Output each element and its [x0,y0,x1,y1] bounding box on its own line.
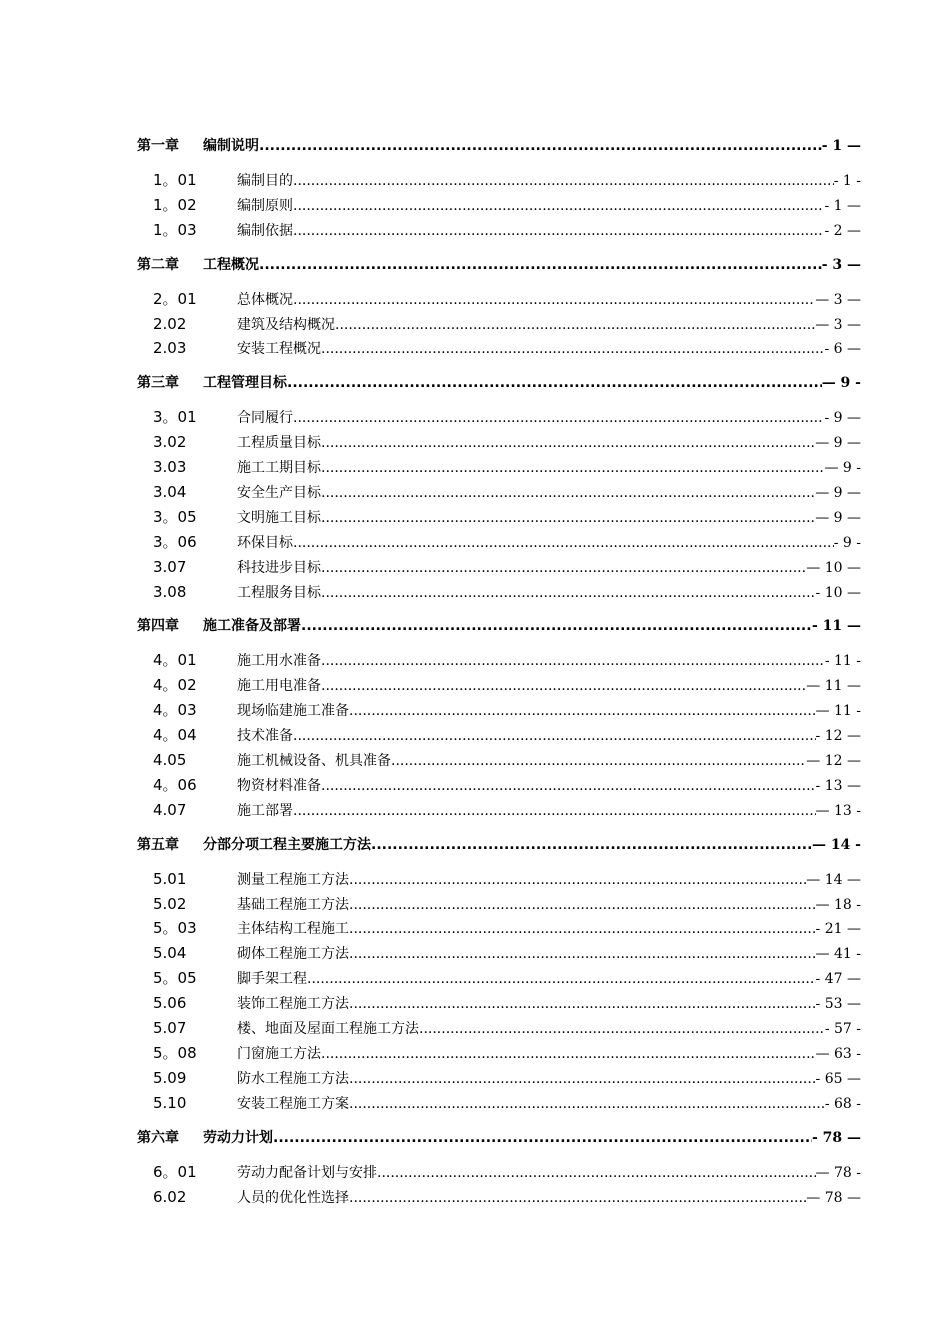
dot-leader [293,531,834,556]
section-number: 4.07 [153,800,187,819]
dot-leader [349,893,816,918]
toc-section[interactable] [137,405,861,430]
page-number: — 13 - [815,802,861,819]
section-number: 4。02 [153,676,197,695]
toc-chapter[interactable] [137,833,861,857]
dot-leader [293,724,816,749]
section-title: 文明施工目标 [237,509,321,526]
page-number: - 9 - [833,534,861,551]
toc-section[interactable] [137,698,861,723]
chapter-title: 工程管理目标 [203,375,287,392]
section-number: 1。01 [153,171,197,189]
toc-section[interactable] [137,916,861,941]
page-number: - 65 — [815,1070,861,1087]
section-title: 脚手架工程 [237,971,307,988]
section-title: 环保目标 [237,534,293,551]
section-number: 4.05 [153,751,187,770]
page-number: — 9 - [824,460,861,477]
toc-section[interactable] [137,455,861,480]
dot-leader [371,833,812,857]
dot-leader [321,1042,816,1067]
dot-leader [349,868,806,893]
toc-section[interactable] [137,430,861,455]
toc-section[interactable] [137,748,861,773]
section-title: 防水工程施工方法 [237,1070,349,1087]
section-number: 5.04 [153,944,187,963]
dot-leader [335,313,815,338]
table-of-contents [137,134,861,1209]
section-title: 装饰工程施工方法 [237,996,349,1013]
section-number: 5.07 [153,1019,187,1038]
section-title: 编制原则 [237,197,293,214]
toc-section[interactable] [137,287,861,312]
section-number: 3.03 [153,458,187,477]
section-number: 4。01 [153,651,197,670]
section-title: 物资材料准备 [237,777,321,794]
section-title: 施工部署 [237,802,293,819]
section-title: 门窗施工方法 [237,1045,321,1062]
page-number: — 14 - [811,836,861,853]
toc-section[interactable] [137,530,861,555]
toc-section[interactable] [137,1066,861,1091]
page-number: - 2 — [824,222,861,239]
page-number: — 10 — [806,559,861,576]
page-number: — 3 — [815,316,861,333]
chapter-number: 第五章 [137,836,179,853]
toc-section[interactable] [137,991,861,1016]
dot-leader [321,581,816,606]
dot-leader [321,337,824,362]
page-number: - 68 - [824,1095,861,1112]
chapter-title: 编制说明 [203,138,259,154]
page-number: - 10 — [815,584,861,601]
dot-leader [349,699,816,724]
section-number: 2。01 [153,289,197,308]
page-number: - 11 - [824,653,861,670]
dot-leader [293,219,824,244]
toc-section[interactable] [137,555,861,580]
section-title: 编制目的 [237,173,293,189]
toc-section[interactable] [137,480,861,505]
page-number: — 41 - [815,946,861,963]
toc-chapter[interactable] [137,614,861,638]
chapter-number: 第二章 [137,256,179,273]
page-number: — 14 — [806,871,861,888]
page-number: — 9 — [815,485,861,502]
dot-leader [259,253,822,277]
section-number: 3.04 [153,483,187,502]
section-title: 安全生产目标 [237,485,321,502]
section-title: 砌体工程施工方法 [237,946,349,963]
section-number: 3。06 [153,532,197,551]
section-number: 3.02 [153,433,187,452]
section-number: 5.01 [153,869,187,888]
toc-chapter[interactable] [137,134,861,158]
chapter-title: 分部分项工程主要施工方法 [203,836,371,853]
page-number: - 1 — [824,197,861,214]
page-number: - 6 — [824,341,861,358]
dot-leader [349,992,816,1017]
chapter-number: 第一章 [137,138,179,154]
section-title: 施工用水准备 [237,653,321,670]
section-title: 施工工期目标 [237,460,321,477]
page-number: - 53 — [815,996,861,1013]
dot-leader [321,481,815,506]
dot-leader [273,1126,812,1150]
dot-leader [259,134,822,158]
section-title: 施工机械设备、机具准备 [237,753,391,770]
dot-leader [287,371,822,395]
section-number: 1。03 [153,220,197,239]
section-number: 3.07 [153,557,187,576]
toc-section[interactable] [137,336,861,361]
page-number: — 9 — [815,509,861,526]
section-number: 5.10 [153,1093,187,1112]
toc-chapter[interactable] [137,1126,861,1150]
toc-section[interactable] [137,1016,861,1041]
section-title: 测量工程施工方法 [237,871,349,888]
page-number: — 18 - [815,896,861,913]
dot-leader [293,799,816,824]
dot-leader [301,614,812,638]
dot-leader [349,1067,816,1092]
toc-chapter[interactable] [137,253,861,277]
dot-leader [321,456,824,481]
toc-section[interactable] [137,193,861,218]
chapter-number: 第三章 [137,375,179,392]
page-number: - 12 — [815,728,861,745]
page-number: — 63 - [815,1045,861,1062]
toc-section[interactable] [137,941,861,966]
section-title: 技术准备 [237,728,293,745]
section-number: 2.02 [153,314,187,333]
toc-section[interactable] [137,648,861,673]
page-number: — 78 - [815,1164,861,1181]
page-number: - 1 - [833,173,861,189]
toc-section[interactable] [137,168,861,193]
section-title: 建筑及结构概况 [237,316,335,333]
chapter-title: 劳动力计划 [203,1129,273,1146]
dot-leader [293,288,815,313]
section-number: 5。03 [153,919,197,938]
page-number: - 13 — [815,777,861,794]
section-number: 5。08 [153,1043,197,1062]
dot-leader [321,556,806,581]
toc-section[interactable] [137,580,861,605]
dot-leader [293,406,824,431]
section-title: 施工用电准备 [237,678,321,695]
section-title: 工程服务目标 [237,584,321,601]
section-title: 人员的优化性选择 [237,1189,349,1206]
section-title: 合同履行 [237,410,293,427]
chapter-title: 施工准备及部署 [203,618,301,635]
toc-section[interactable] [137,892,861,917]
section-number: 4。04 [153,726,197,745]
section-title: 楼、地面及屋面工程施工方法 [237,1021,419,1038]
page-number: - 3 — [821,256,861,273]
toc-section[interactable] [137,505,861,530]
dot-leader [349,942,816,967]
toc-section[interactable] [137,312,861,337]
chapter-number: 第四章 [137,618,179,635]
page-number: — 3 — [815,291,861,308]
section-number: 6.02 [153,1187,187,1206]
page-number: - 11 — [811,618,861,635]
page-number: - 1 — [821,138,861,154]
page-number: - 57 - [824,1021,861,1038]
section-number: 4。06 [153,775,197,794]
section-number: 5.02 [153,894,187,913]
toc-chapter[interactable] [137,371,861,395]
toc-section[interactable] [137,723,861,748]
section-number: 5。05 [153,969,197,988]
dot-leader [321,674,806,699]
section-number: 5.06 [153,994,187,1013]
section-title: 编制依据 [237,222,293,239]
section-title: 现场临建施工准备 [237,703,349,720]
section-number: 2.03 [153,339,187,358]
section-number: 5.09 [153,1068,187,1087]
section-title: 安装工程概况 [237,341,321,358]
section-number: 3。05 [153,507,197,526]
page-number: — 11 - [815,703,861,720]
dot-leader [349,1186,806,1211]
toc-section[interactable] [137,867,861,892]
dot-leader [321,431,815,456]
section-title: 主体结构工程施工 [237,921,349,938]
dot-leader [307,967,816,992]
section-title: 科技进步目标 [237,559,321,576]
dot-leader [321,774,816,799]
toc-section[interactable] [137,218,861,243]
toc-section[interactable] [137,1091,861,1116]
toc-section[interactable] [137,673,861,698]
dot-leader [293,169,834,194]
dot-leader [321,506,815,531]
page-number: — 9 - [821,375,861,392]
page-number: — 11 — [806,678,861,695]
section-title: 劳动力配备计划与安排 [237,1164,377,1181]
dot-leader [377,1161,816,1186]
toc-section[interactable] [137,798,861,823]
chapter-title: 工程概况 [203,256,259,273]
page-number: - 47 — [815,971,861,988]
section-number: 3。01 [153,408,197,427]
section-title: 安装工程施工方案 [237,1095,349,1112]
section-title: 基础工程施工方法 [237,896,349,913]
dot-leader [349,917,816,942]
page-number: - 78 — [811,1129,861,1146]
section-title: 总体概况 [237,291,293,308]
section-number: 1。02 [153,195,197,214]
toc-section[interactable] [137,1160,861,1185]
dot-leader [321,649,825,674]
page-number: — 9 — [815,435,861,452]
toc-section[interactable] [137,773,861,798]
toc-section[interactable] [137,1041,861,1066]
section-number: 4。03 [153,701,197,720]
page-number: - 21 — [815,921,861,938]
page-number: — 78 — [806,1189,861,1206]
page-number: — 12 — [806,753,861,770]
dot-leader [349,1092,825,1117]
chapter-number: 第六章 [137,1129,179,1146]
section-number: 3.08 [153,582,187,601]
page-number: - 9 — [824,410,861,427]
section-number: 6。01 [153,1162,197,1181]
dot-leader [419,1017,825,1042]
dot-leader [391,749,806,774]
section-title: 工程质量目标 [237,435,321,452]
dot-leader [293,194,824,219]
toc-section[interactable] [137,1185,861,1210]
toc-section[interactable] [137,966,861,991]
